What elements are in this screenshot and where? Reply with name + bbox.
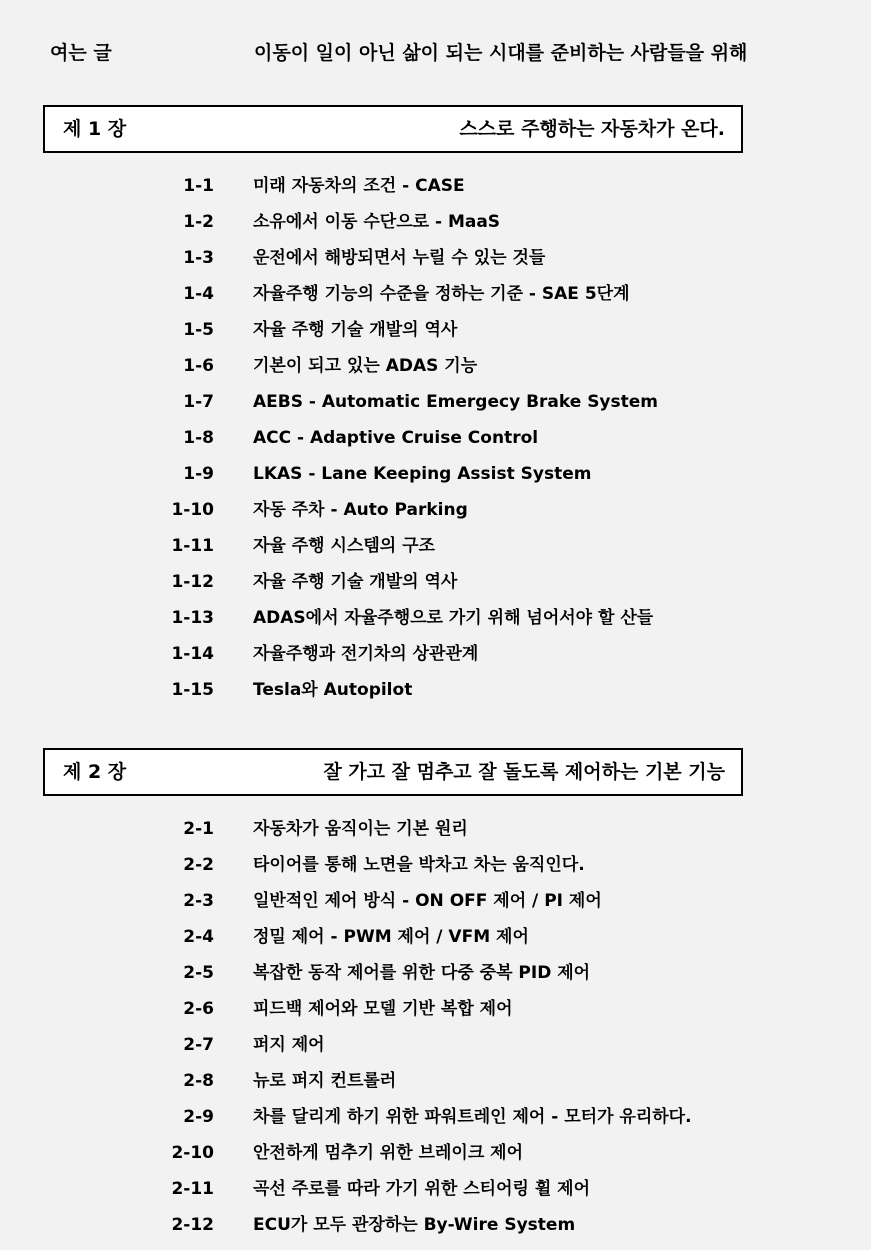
toc-entry — [0, 1171, 871, 1207]
chapter-1-header — [43, 105, 743, 153]
section-number: 2-12 — [171, 1215, 214, 1235]
chapter-number: 제 1 장 — [63, 118, 127, 140]
section-title: 소유에서 이동 수단으로 - MaaS — [253, 212, 501, 232]
section-title: Tesla와 Autopilot — [253, 680, 413, 700]
section-number: 2-2 — [183, 855, 214, 875]
section-title: ECU가 모두 관장하는 By-Wire System — [253, 1215, 576, 1235]
section-number: 1-3 — [183, 248, 214, 268]
section-number: 1-15 — [171, 680, 214, 700]
section-title: 자율주행과 전기차의 상관관계 — [253, 644, 479, 664]
chapter-2-header — [43, 748, 743, 796]
toc-entry — [0, 384, 871, 420]
section-number: 1-13 — [171, 608, 214, 628]
section-title: 운전에서 해방되면서 누릴 수 있는 것들 — [253, 248, 546, 268]
section-title: 미래 자동차의 조건 - CASE — [253, 176, 465, 196]
section-number: 1-14 — [171, 644, 214, 664]
section-number: 2-7 — [183, 1035, 214, 1055]
section-number: 1-8 — [183, 428, 214, 448]
section-number: 2-5 — [183, 963, 214, 983]
toc-entry — [0, 955, 871, 991]
toc-entry — [0, 348, 871, 384]
toc-entry — [0, 1207, 871, 1243]
section-number: 2-8 — [183, 1071, 214, 1091]
toc-entry — [0, 1063, 871, 1099]
toc-entry — [0, 420, 871, 456]
section-number: 1-1 — [183, 176, 214, 196]
section-title: 곡선 주로를 따라 가기 위한 스티어링 휠 제어 — [253, 1179, 591, 1199]
section-number: 1-12 — [171, 572, 214, 592]
toc-entry — [0, 204, 871, 240]
section-title: 뉴로 퍼지 컨트롤러 — [253, 1071, 397, 1091]
chapter-2-section-list — [0, 811, 871, 1243]
preface-label: 여는 글 — [50, 42, 112, 64]
section-title: 자율 주행 기술 개발의 역사 — [253, 320, 458, 340]
toc-entry — [0, 919, 871, 955]
section-title: LKAS - Lane Keeping Assist System — [253, 464, 592, 484]
toc-entry — [0, 811, 871, 847]
toc-entry — [0, 847, 871, 883]
section-title: 자율 주행 시스템의 구조 — [253, 536, 435, 556]
toc-entry — [0, 240, 871, 276]
section-title: 일반적인 제어 방식 - ON OFF 제어 / PI 제어 — [253, 891, 602, 911]
section-title: 기본이 되고 있는 ADAS 기능 — [253, 356, 478, 376]
section-number: 2-9 — [183, 1107, 214, 1127]
toc-entry — [0, 1027, 871, 1063]
section-title: 퍼지 제어 — [253, 1035, 325, 1055]
toc-entry — [0, 672, 871, 708]
section-number: 2-6 — [183, 999, 214, 1019]
toc-entry — [0, 276, 871, 312]
toc-entry — [0, 492, 871, 528]
section-title: 복잡한 동작 제어를 위한 다중 중복 PID 제어 — [253, 963, 591, 983]
section-number: 1-6 — [183, 356, 214, 376]
chapter-title: 잘 가고 잘 멈추고 잘 돌도록 제어하는 기본 기능 — [323, 761, 725, 783]
section-number: 1-10 — [171, 500, 214, 520]
section-title: 자동차가 움직이는 기본 원리 — [253, 819, 468, 839]
section-number: 2-3 — [183, 891, 214, 911]
section-number: 1-11 — [171, 536, 214, 556]
section-title: AEBS - Automatic Emergecy Brake System — [253, 392, 659, 412]
toc-entry — [0, 636, 871, 672]
section-title: ADAS에서 자율주행으로 가기 위해 넘어서야 할 산들 — [253, 608, 654, 628]
toc-entry — [0, 168, 871, 204]
section-title: ACC - Adaptive Cruise Control — [253, 428, 539, 448]
chapter-title: 스스로 주행하는 자동차가 온다. — [459, 118, 725, 140]
section-number: 2-1 — [183, 819, 214, 839]
section-title: 자율 주행 기술 개발의 역사 — [253, 572, 458, 592]
section-number: 2-11 — [171, 1179, 214, 1199]
toc-entry — [0, 456, 871, 492]
section-title: 안전하게 멈추기 위한 브레이크 제어 — [253, 1143, 524, 1163]
section-title: 피드백 제어와 모델 기반 복합 제어 — [253, 999, 513, 1019]
section-title: 타이어를 통해 노면을 박차고 차는 움직인다. — [253, 855, 585, 875]
toc-entry — [0, 312, 871, 348]
section-title: 정밀 제어 - PWM 제어 / VFM 제어 — [253, 927, 529, 947]
toc-entry — [0, 564, 871, 600]
section-title: 자동 주차 - Auto Parking — [253, 500, 468, 520]
toc-entry — [0, 883, 871, 919]
section-number: 1-7 — [183, 392, 214, 412]
section-number: 2-4 — [183, 927, 214, 947]
section-number: 1-4 — [183, 284, 214, 304]
preface-line — [50, 38, 850, 68]
chapter-number: 제 2 장 — [63, 761, 127, 783]
toc-entry — [0, 1135, 871, 1171]
section-title: 자율주행 기능의 수준을 정하는 기준 - SAE 5단계 — [253, 284, 630, 304]
toc-entry — [0, 528, 871, 564]
section-title: 차를 달리게 하기 위한 파워트레인 제어 - 모터가 유리하다. — [253, 1107, 692, 1127]
section-number: 2-10 — [171, 1143, 214, 1163]
toc-entry — [0, 1099, 871, 1135]
toc-entry — [0, 600, 871, 636]
chapter-1-section-list — [0, 168, 871, 708]
preface-title: 이동이 일이 아닌 삶이 되는 시대를 준비하는 사람들을 위해 — [254, 42, 748, 64]
section-number: 1-2 — [183, 212, 214, 232]
section-number: 1-9 — [183, 464, 214, 484]
section-number: 1-5 — [183, 320, 214, 340]
toc-entry — [0, 991, 871, 1027]
